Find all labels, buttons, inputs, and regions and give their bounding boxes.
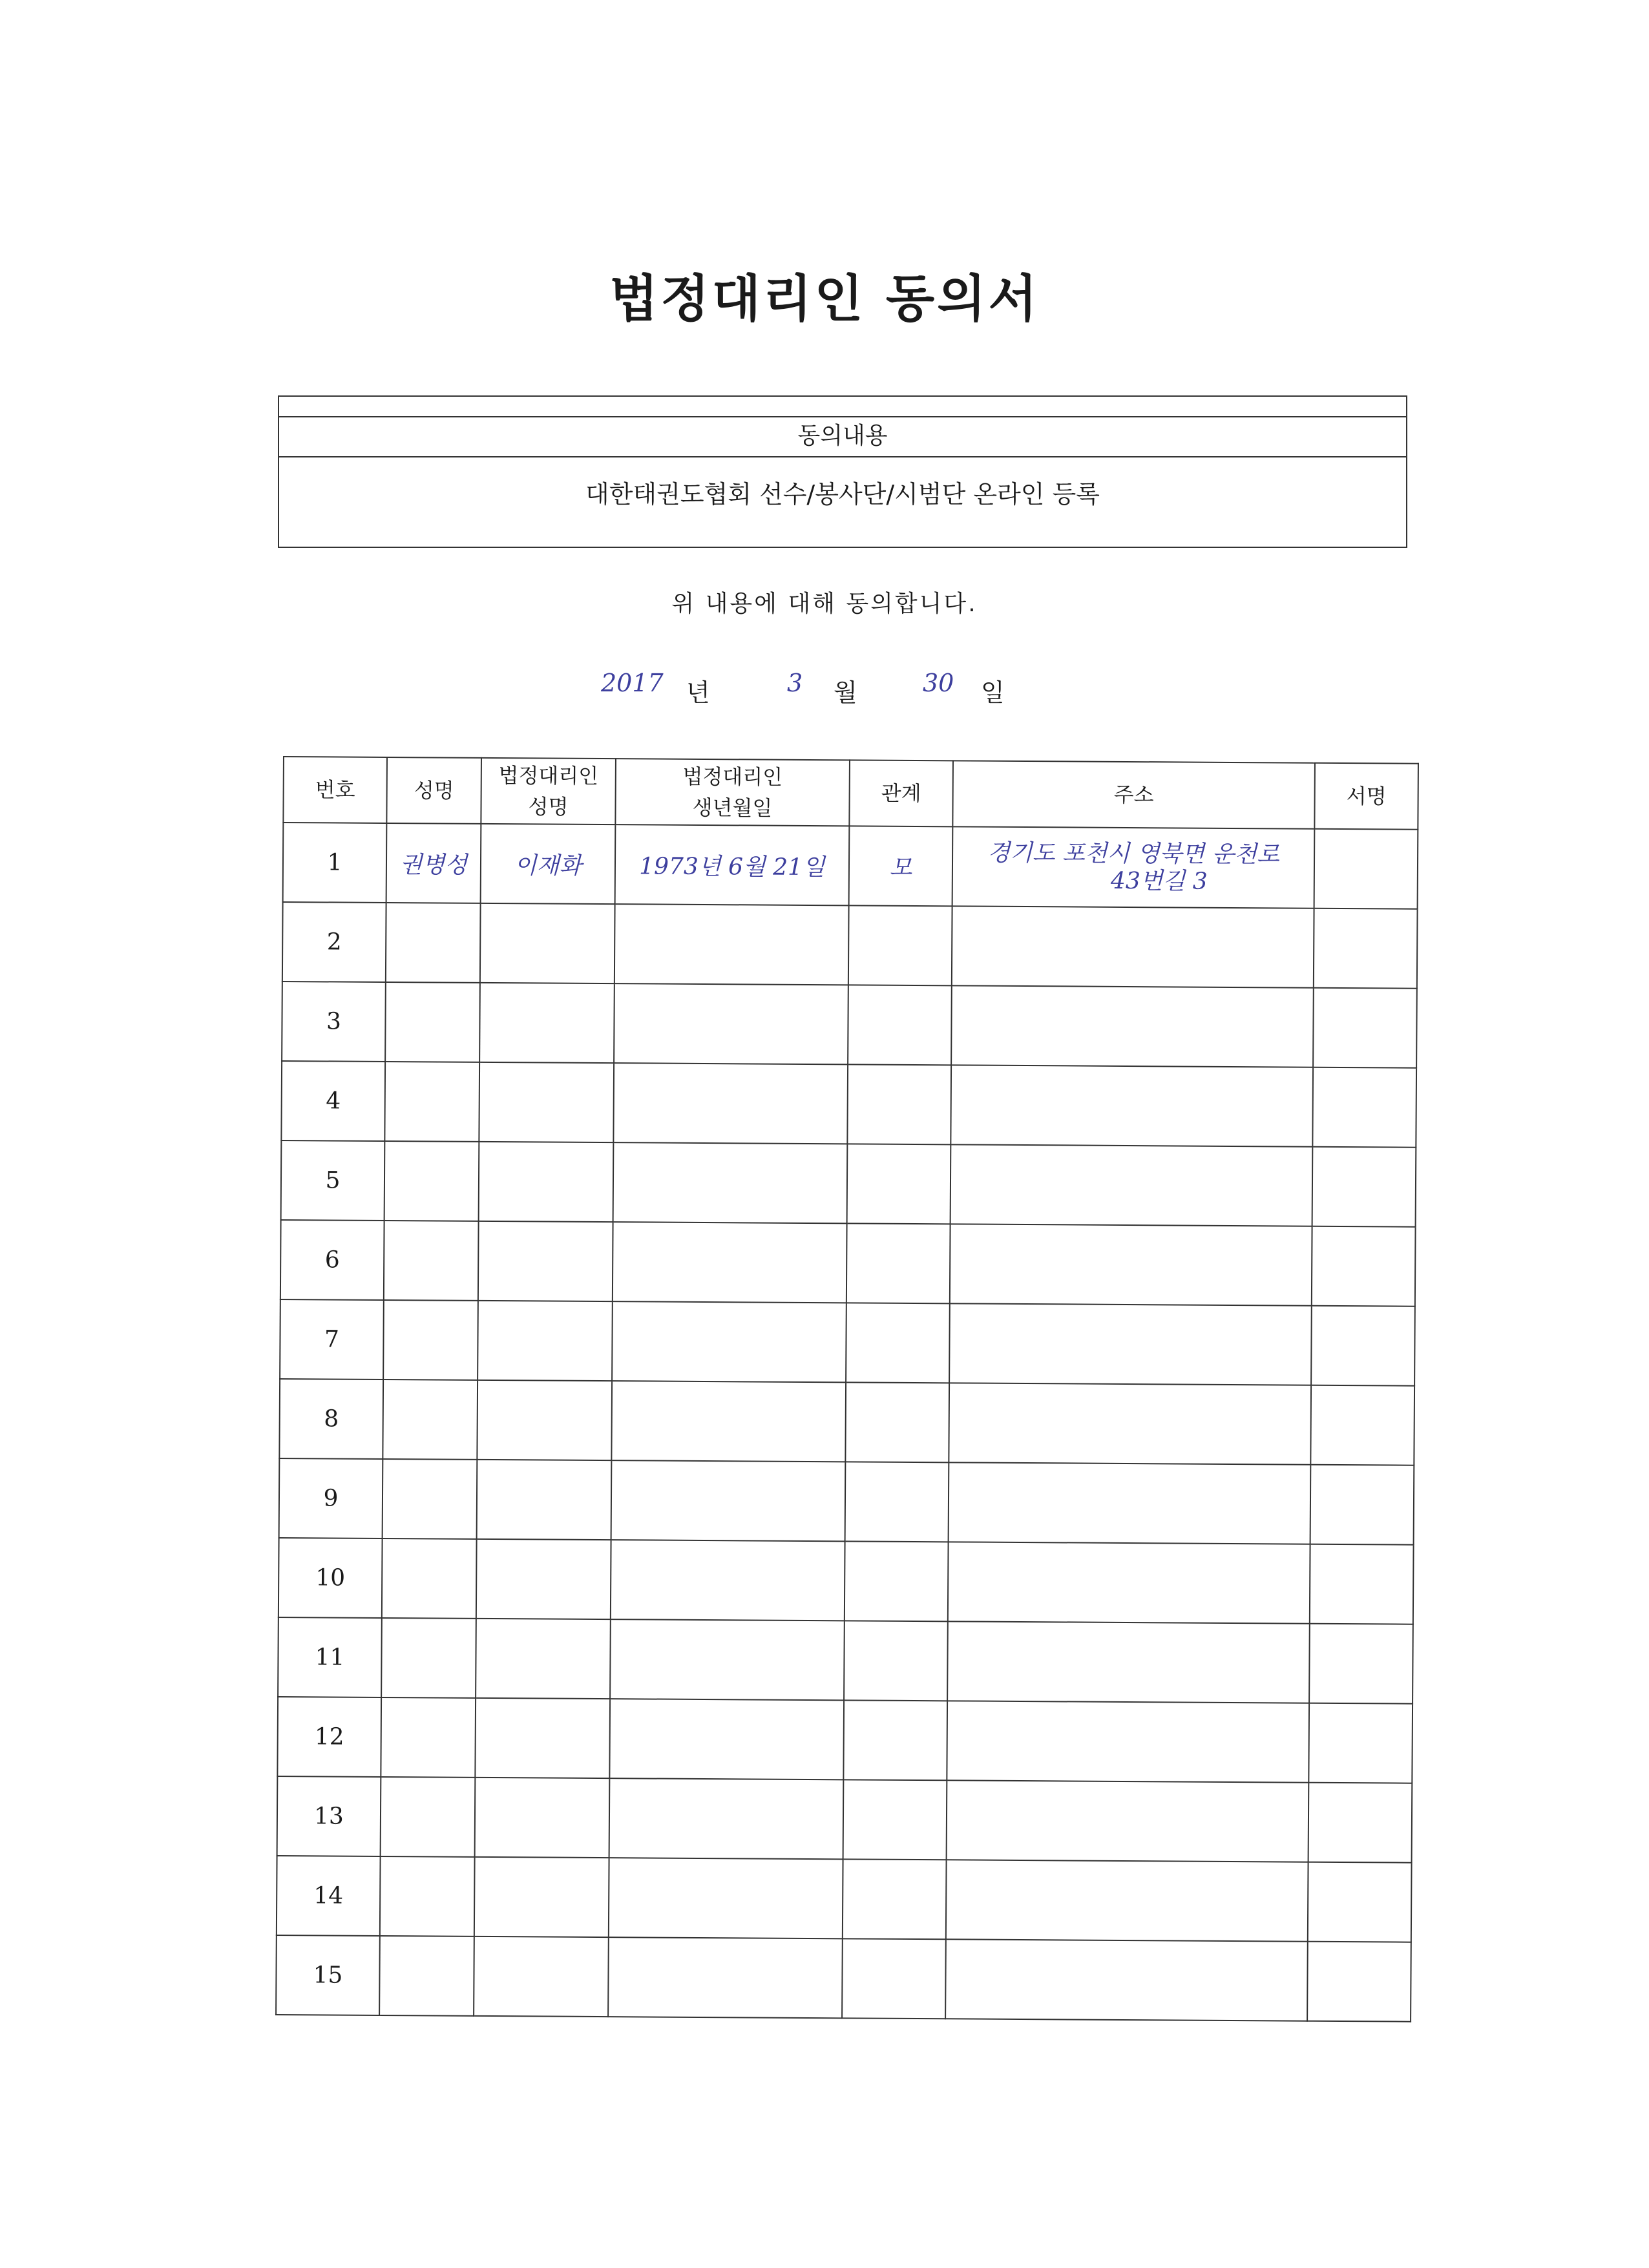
guardian-address xyxy=(951,1144,1313,1226)
table-row xyxy=(276,1935,1411,2022)
row-number: 15 xyxy=(276,1935,380,2015)
guardian-address xyxy=(948,1542,1310,1623)
date-month-value: 3 xyxy=(787,669,803,697)
signature-cell xyxy=(1310,1385,1414,1465)
guardian-name xyxy=(474,1857,609,1937)
table-row xyxy=(282,982,1417,1068)
table-row xyxy=(281,1061,1416,1148)
student-name xyxy=(381,1618,476,1698)
guardian-relation xyxy=(843,1700,947,1780)
table-row xyxy=(282,902,1418,989)
guardian-name xyxy=(475,1778,610,1858)
student-name xyxy=(383,1300,478,1380)
row-number: 6 xyxy=(280,1220,384,1300)
guardian-address xyxy=(945,1939,1308,2021)
table-row xyxy=(277,1856,1412,1942)
date-month-label: 월 xyxy=(834,678,857,707)
guardian-address xyxy=(946,1860,1308,1941)
consent-content-header: 동의내용 xyxy=(279,416,1406,457)
table-row xyxy=(279,1458,1414,1545)
table-row xyxy=(280,1299,1415,1386)
guardian-birthdate xyxy=(612,1301,846,1382)
table-row xyxy=(278,1538,1414,1624)
guardian-name xyxy=(475,1698,610,1778)
table-row xyxy=(277,1697,1413,1783)
row-number: 4 xyxy=(281,1061,385,1141)
student-name xyxy=(382,1538,477,1619)
signature-cell xyxy=(1312,1226,1416,1307)
guardian-birthdate xyxy=(610,1619,845,1700)
guardian-name: 이재화 xyxy=(481,824,616,904)
student-name xyxy=(384,1221,479,1301)
student-name xyxy=(383,1380,478,1460)
header-address: 주소 xyxy=(952,761,1315,828)
guardian-relation xyxy=(845,1541,949,1621)
header-guardian-birth-text: 법정대리인 생년월일 xyxy=(682,764,783,821)
date-day-label: 일 xyxy=(981,678,1005,707)
header-guardian-birth xyxy=(615,759,850,826)
student-name xyxy=(384,1141,479,1221)
header-relation: 관계 xyxy=(849,760,953,826)
guardian-relation xyxy=(846,1223,951,1303)
student-name xyxy=(381,1777,476,1857)
header-guardian-name xyxy=(481,758,616,824)
guardian-name xyxy=(476,1539,611,1619)
guardian-name xyxy=(479,983,614,1063)
table-row xyxy=(283,823,1418,909)
row-number: 1 xyxy=(283,823,387,903)
guardian-birthdate xyxy=(613,1063,848,1144)
guardian-name xyxy=(477,1380,612,1460)
guardian-name xyxy=(478,1221,613,1301)
guardian-birthdate xyxy=(613,1222,847,1303)
guardian-roster-table xyxy=(275,756,1419,2022)
guardian-address xyxy=(947,1701,1309,1782)
guardian-name xyxy=(478,1301,613,1381)
table-row xyxy=(279,1379,1414,1465)
signature-cell xyxy=(1309,1624,1413,1704)
guardian-address xyxy=(951,1065,1313,1146)
table-row xyxy=(278,1617,1413,1704)
signature-cell xyxy=(1314,829,1418,909)
guardian-relation xyxy=(842,1938,946,2019)
guardian-address xyxy=(951,985,1314,1067)
table-row xyxy=(280,1220,1416,1307)
signature-cell xyxy=(1311,1306,1415,1386)
guardian-address xyxy=(947,1621,1310,1703)
signature-cell xyxy=(1310,1544,1414,1624)
signature-cell xyxy=(1314,908,1418,989)
row-number: 13 xyxy=(277,1776,381,1856)
address-line-1: 경기도 포천시 영북면 운천로 xyxy=(987,839,1280,868)
header-guardian-name-text: 법정대리인 성명 xyxy=(498,763,599,819)
guardian-name xyxy=(479,1142,614,1222)
guardian-relation xyxy=(844,1621,948,1701)
guardian-name xyxy=(479,1062,614,1142)
consent-content-box xyxy=(278,395,1407,548)
guardian-birthdate xyxy=(608,1937,843,2018)
row-number: 8 xyxy=(279,1379,383,1459)
agreement-statement: 위 내용에 대해 동의합니다. xyxy=(671,591,978,617)
row-number: 7 xyxy=(280,1299,384,1380)
row-number: 9 xyxy=(279,1458,383,1538)
signature-cell xyxy=(1310,1465,1414,1545)
guardian-name xyxy=(476,1619,611,1699)
student-name xyxy=(380,1856,475,1937)
header-signature: 서명 xyxy=(1314,763,1418,830)
guardian-address xyxy=(949,1462,1311,1544)
row-number: 2 xyxy=(282,902,386,982)
guardian-birthdate xyxy=(613,1142,848,1223)
header-number: 번호 xyxy=(283,757,387,823)
guardian-relation xyxy=(843,1859,947,1939)
guardian-relation xyxy=(845,1382,949,1462)
guardian-relation xyxy=(845,1462,949,1542)
student-name xyxy=(383,1459,478,1539)
header-name: 성명 xyxy=(386,757,481,824)
signature-cell xyxy=(1308,1862,1412,1942)
guardian-address xyxy=(947,1780,1309,1862)
guardian-address xyxy=(949,1383,1311,1464)
guardian-birthdate xyxy=(611,1540,845,1621)
guardian-relation xyxy=(846,1303,950,1383)
guardian-relation xyxy=(847,1144,951,1224)
signature-cell xyxy=(1312,1067,1416,1148)
guardian-name xyxy=(474,1937,609,2017)
student-name xyxy=(381,1697,476,1778)
signature-cell xyxy=(1307,1942,1411,2022)
table-row xyxy=(277,1776,1413,1863)
guardian-relation xyxy=(843,1780,947,1860)
guardian-birthdate xyxy=(614,904,849,985)
student-name: 권병성 xyxy=(386,823,481,903)
address-line-2: 43번길 3 xyxy=(1110,867,1208,895)
guardian-address xyxy=(952,906,1314,987)
row-number: 3 xyxy=(282,982,386,1062)
date-day-value: 30 xyxy=(923,669,954,697)
student-name xyxy=(386,903,481,983)
signature-cell xyxy=(1313,988,1417,1068)
guardian-birthdate xyxy=(609,1778,844,1859)
student-name xyxy=(379,1936,474,2016)
guardian-address xyxy=(952,826,1315,908)
guardian-birthdate xyxy=(611,1460,846,1541)
row-number: 10 xyxy=(278,1538,383,1618)
guardian-relation xyxy=(848,985,952,1065)
signature-cell xyxy=(1308,1703,1413,1783)
guardian-birthdate xyxy=(609,1858,843,1938)
guardian-birthdate: 1973년 6월 21일 xyxy=(615,824,850,905)
table-row xyxy=(281,1140,1416,1227)
student-name xyxy=(384,1062,479,1142)
date-year-value: 2017 xyxy=(601,669,664,697)
guardian-birthdate xyxy=(611,1381,846,1462)
row-number: 11 xyxy=(278,1617,382,1697)
guardian-address xyxy=(949,1303,1312,1385)
guardian-birthdate xyxy=(614,983,848,1064)
guardian-name xyxy=(477,1460,612,1540)
guardian-relation: 모 xyxy=(849,826,953,906)
guardian-address xyxy=(950,1224,1312,1305)
signature-cell xyxy=(1312,1147,1416,1227)
guardian-birthdate xyxy=(609,1699,844,1780)
date-year-label: 년 xyxy=(686,678,710,707)
signature-cell xyxy=(1308,1783,1413,1863)
table-header-row xyxy=(283,757,1418,830)
guardian-relation xyxy=(847,1064,951,1144)
row-number: 5 xyxy=(281,1140,385,1221)
consent-content-body: 대한태권도협회 선수/봉사단/시범단 온라인 등록 xyxy=(585,480,1100,509)
row-number: 12 xyxy=(277,1697,381,1777)
student-name xyxy=(385,982,480,1062)
guardian-name xyxy=(480,903,615,983)
guardian-relation xyxy=(848,905,952,985)
page-title: 법정대리인 동의서 xyxy=(609,269,1040,328)
row-number: 14 xyxy=(277,1856,381,1936)
